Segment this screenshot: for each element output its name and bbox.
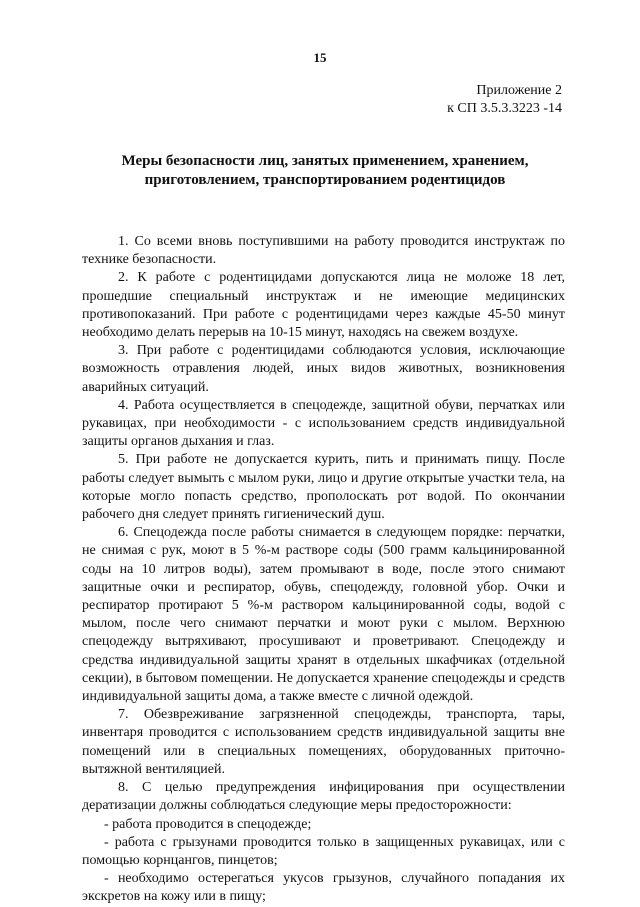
list-item: - работа проводится в спецодежде; [104,816,312,832]
paragraph-1: 1. Со всеми вновь поступившими на работу проводится инструктаж по технике безопасности. [82,234,565,268]
page-number: 15 [313,50,327,65]
paragraph-2: 2. К работе с родентицидами допускаются лица не моложе 18 лет, прошедшие специальный инструктаж и не имеющие медицинских противопоказаний. При работе с родентицидами через каждые 45-50 минут необходимо делать перерыв на 10-15 минут, находясь на свежем воздухе. [82,270,565,341]
paragraph-7: 7. Обезвреживание загрязненной спецодежды, транспорта, тары, инвентаря проводится с использованием средств индивидуальной защиты вне помещений или в специальных помещениях, оборудованных приточно-вытяжной вентиляцией. [82,707,565,777]
document-body [82,233,565,907]
list-item: - работа с грызунами проводится только в защищенных рукавицах, или с помощью корнцангов, пинцетов; [82,834,565,868]
paragraph-5: 5. При работе не допускается курить, пить и принимать пищу. После работы следует вымыть с мылом руки, лицо и другие открытые участки тела, на которые могло попасть средство, прополоскать рот водой. По окончании рабочего дня следует принять гигиенический душ. [82,452,565,523]
appendix-label: Приложение 2 [476,83,562,98]
paragraph-8: 8. С целью предупреждения инфицирования при осуществлении дератизации должны соблюдаться следующие меры предосторожности: [82,780,565,814]
document-title: Меры безопасности лиц, занятых применением, хранением, приготовлением, транспортированием родентицидов [121,153,529,188]
appendix-reference [447,82,562,118]
list-item: - необходимо остерегаться укусов грызунов, случайного попадания их экскретов на кожу или в пищу; [82,871,565,905]
paragraph-3: 3. При работе с родентицидами соблюдаются условия, исключающие возможность отравления людей, иных видов животных, возникновения аварийных ситуаций. [82,343,565,395]
appendix-document-ref: к СП 3.5.3.3223 -14 [447,101,562,116]
paragraph-6: 6. Спецодежда после работы снимается в следующем порядке: перчатки, не снимая с рук, моют в 5 %-м растворе соды (500 грамм кальцинированной соды на 10 литров воды), затем промывают в воде, после этого снимают защитные очки и респиратор, обувь, спецодежду, головной убор. Очки и респиратор протирают 5 %-м раствором кальцинированной соды, водой с мылом, после чего снимают перчатки и моют руки с мылом. Верхнюю спецодежду вытряхивают, просушивают и проветривают. Спецодежду и средства индивидуальной защиты хранят в отдельных шкафчиках (отдельной секции), в бытовом помещении. Не допускается хранение спецодежды и средств индивидуальной защиты дома, а также вместе с личной одеждой. [82,525,565,705]
paragraph-4: 4. Работа осуществляется в спецодежде, защитной обуви, перчатках или рукавицах, при необходимости - с использованием средств индивидуальной защиты органов дыхания и глаз. [82,397,565,450]
